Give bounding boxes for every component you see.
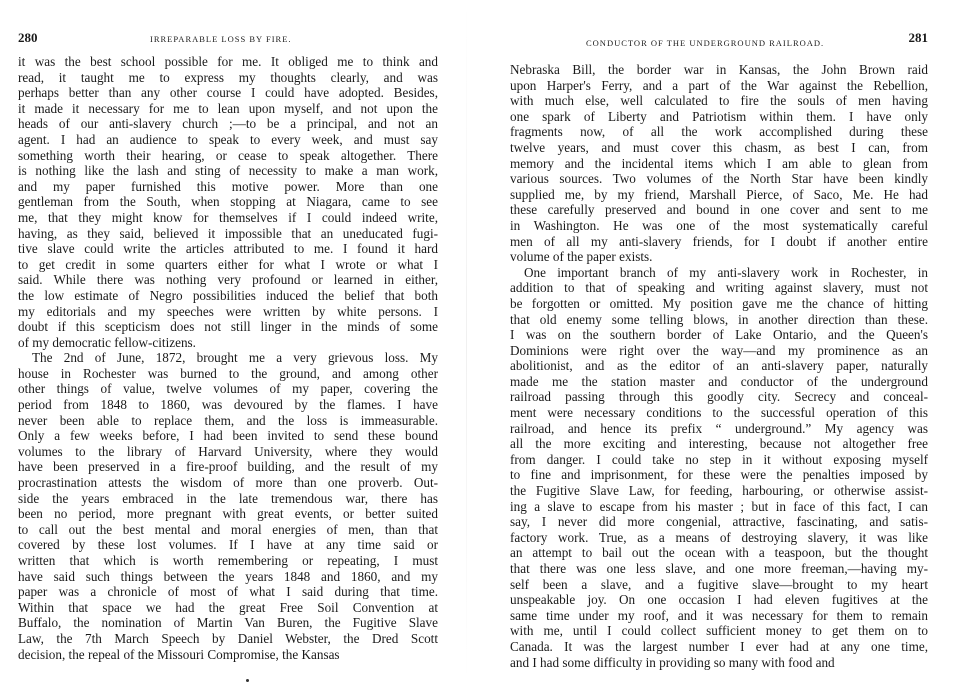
text-line: the low estimate of Negro possibilities induced the belief that both — [18, 287, 438, 303]
text-line: Buffalo, the nomination of Martin Van Buren, the Fugitive Slave — [18, 615, 438, 631]
text-line: twelve years, and must cover this chasm, as best I can, from — [510, 139, 928, 155]
text-line: it made it necessary for me to lean upon myself, and not upon the — [18, 100, 438, 116]
text-line: these carefully preserved and bound in one cover and sent to me — [510, 202, 928, 218]
text-line: procrastination attests the wisdom of more than one proverb. Out- — [18, 475, 438, 491]
text-line: various sources. Two volumes of the North Star have been kindly — [510, 171, 928, 187]
text-line: with me, until I could collect sufficient money to get them on to — [510, 623, 928, 639]
text-line: covered by these lost volumes. If I have at any time said or — [18, 537, 438, 553]
text-line: Dominions were right over the way—and my prominence as an — [510, 342, 928, 358]
text-line: Law, the 7th March Speech by Daniel Webster, the Dred Scott — [18, 630, 438, 646]
text-line: never been able to replace them, and the loss is immeasurable. — [18, 412, 438, 428]
text-line: volume of the paper exists. — [510, 249, 653, 265]
text-line: heads of our anti-slavery church ;—to be a principal, and not an — [18, 116, 438, 132]
text-line: I was on the southern border of Lake Ontario, and the Queen's — [510, 327, 928, 343]
right-page-number: 281 — [908, 30, 928, 45]
text-line: it was the best school possible for me. It obliged me to think and — [18, 54, 438, 69]
right-page-body — [510, 62, 928, 670]
text-line: The 2nd of June, 1872, brought me a very grievous loss. My — [32, 350, 438, 366]
text-line: Only a few weeks before, I had been invited to send these bound — [18, 428, 438, 444]
text-line: is nothing like the lash and sting of necessity to make a man work, — [18, 163, 438, 179]
text-line: have been preserved in a fire-proof building, and the result of my — [18, 459, 438, 475]
text-line: Within that space we had the great Free Soil Convention at — [18, 599, 438, 615]
text-line: my editorials and my speeches were written by white persons. I — [18, 303, 438, 319]
text-line: supplied me, by my friend, Marshall Pierce, of Saco, Me. He had — [510, 186, 928, 202]
left-page-number: 280 — [18, 30, 38, 45]
text-line: self been a slave, and a fugitive slave—brought to my heart — [510, 576, 928, 592]
text-line: ing a slave to escape from his master ; but in face of this fact, I can — [510, 498, 928, 514]
text-line: memory and the incidental items which I am able to glean from — [510, 155, 928, 171]
text-line: railroad passing through this goodly city. Secrecy and conceal- — [510, 389, 928, 405]
text-line: one spark of Liberty and Patriotism within them. I have only — [510, 108, 928, 124]
text-line: something worth their hearing, or cease to speak altogether. There — [18, 147, 438, 163]
text-line: factory work. True, as a means of destroying slavery, it was like — [510, 529, 928, 545]
text-line: been no period, more pregnant with great events, or better suited — [18, 506, 438, 522]
text-line: and my paper furnished this motive power. More than one — [18, 178, 438, 194]
text-line: tive slave could write the articles attributed to me. I found it hard — [18, 241, 438, 257]
text-line: addition to that of speaking and writing against slavery, must not — [510, 280, 928, 296]
text-line: say, I never did more congenial, attractive, fascinating, and satis- — [510, 514, 928, 530]
text-line: men of all my anti-slavery friends, for I doubt if another entire — [510, 233, 928, 249]
text-line: from danger. I could take no step in it without exposing myself — [510, 451, 928, 467]
text-line: same time under my roof, and it was necessary for them to remain — [510, 607, 928, 623]
text-line: paper was a chronicle of most of what I said during that time. — [18, 584, 438, 600]
text-line: with much else, well calculated to fire the souls of men having — [510, 93, 928, 109]
text-line: One important branch of my anti-slavery work in Rochester, in — [524, 264, 928, 280]
text-line: the Fugitive Slave Law, for feeding, harbouring, or otherwise assist- — [510, 483, 928, 499]
text-line: me, that they might know for themselves if I could indeed write, — [18, 209, 438, 225]
text-line: to get credit in some quarters either for what I wrote or what I — [18, 256, 438, 272]
text-line: fragments now, of all the work accomplished during these — [510, 124, 928, 140]
left-running-head — [18, 30, 438, 50]
text-line: read, it taught me to express my thoughts clearly, and was — [18, 69, 438, 85]
text-line: having, as they said, believed it impossible that an uneducated fugi- — [18, 225, 438, 241]
text-line: side the years embraced in the late tremendous war, there has — [18, 490, 438, 506]
right-running-title: CONDUCTOR OF THE UNDERGROUND RAILROAD. — [586, 38, 825, 48]
text-line: agent. I had an audience to speak to every week, and must say — [18, 131, 438, 147]
text-line: written that which is worth remembering or repeating, I must — [18, 553, 438, 568]
print-speck — [246, 679, 249, 682]
text-line: ment were necessary conditions to the successful operation of this — [510, 405, 928, 421]
text-line: other things of value, twelve volumes of my paper, covering the — [18, 381, 438, 397]
text-line: Nebraska Bill, the border war in Kansas, the John Brown raid — [510, 62, 928, 77]
text-line: period from 1848 to 1860, was devoured by the flames. I have — [18, 397, 438, 413]
text-line: to call out the best mental and moral energies of men, than that — [18, 521, 438, 537]
text-line: have said such things between the years 1848 and 1860, and my — [18, 568, 438, 584]
text-line: that there was one less slave, and one more freeman,—having my- — [510, 561, 928, 576]
text-line: said. While there was nothing very profound or learned in either, — [18, 272, 438, 288]
text-line: be forgotten or omitted. My position gave me the chance of hitting — [510, 295, 928, 311]
text-line: of my democratic fellow-citizens. — [18, 334, 196, 350]
text-line: Canada. It was the largest number I ever had at any one time, — [510, 638, 928, 654]
text-line: that old enemy some telling blows, in another direction than these. — [510, 311, 928, 327]
text-line: abolitionist, and as the editor of an anti-slavery paper, naturally — [510, 358, 928, 374]
text-line: made me the station master and conductor of the underground — [510, 373, 928, 389]
text-line: unspeakable joy. On one occasion I had eleven fugitives at the — [510, 592, 928, 608]
text-line: gentleman from the South, when stopping at Niagara, came to see — [18, 194, 438, 210]
book-gutter — [466, 0, 467, 685]
left-page-body — [18, 54, 438, 662]
text-line: house in Rochester was burned to the ground, and among other — [18, 365, 438, 381]
left-running-title: IRREPARABLE LOSS BY FIRE. — [150, 34, 292, 44]
text-line: decision, the repeal of the Missouri Compromise, the Kansas — [18, 646, 340, 662]
text-line: doubt if this scepticism does not still linger in the minds of some — [18, 319, 438, 335]
text-line: upon Harper's Ferry, and a part of the War against the Rebellion, — [510, 77, 928, 93]
text-line: in Washington. He was one of the most systematically careful — [510, 217, 928, 233]
right-running-head — [510, 30, 928, 50]
text-line: volumes to the library of Harvard University, where they would — [18, 443, 438, 459]
text-line: railroad, and hence its prefix “ underground.” My agency was — [510, 420, 928, 436]
text-line: and I had some difficulty in providing so many with food and — [510, 654, 835, 670]
text-line: an attempt to bail out the ocean with a teaspoon, but the thought — [510, 545, 928, 561]
text-line: perhaps better than any other course I could have adopted. Besides, — [18, 85, 438, 101]
text-line: all the more exciting and interesting, because not altogether free — [510, 436, 928, 452]
text-line: to fine and imprisonment, for these were the penalties imposed by — [510, 467, 928, 483]
